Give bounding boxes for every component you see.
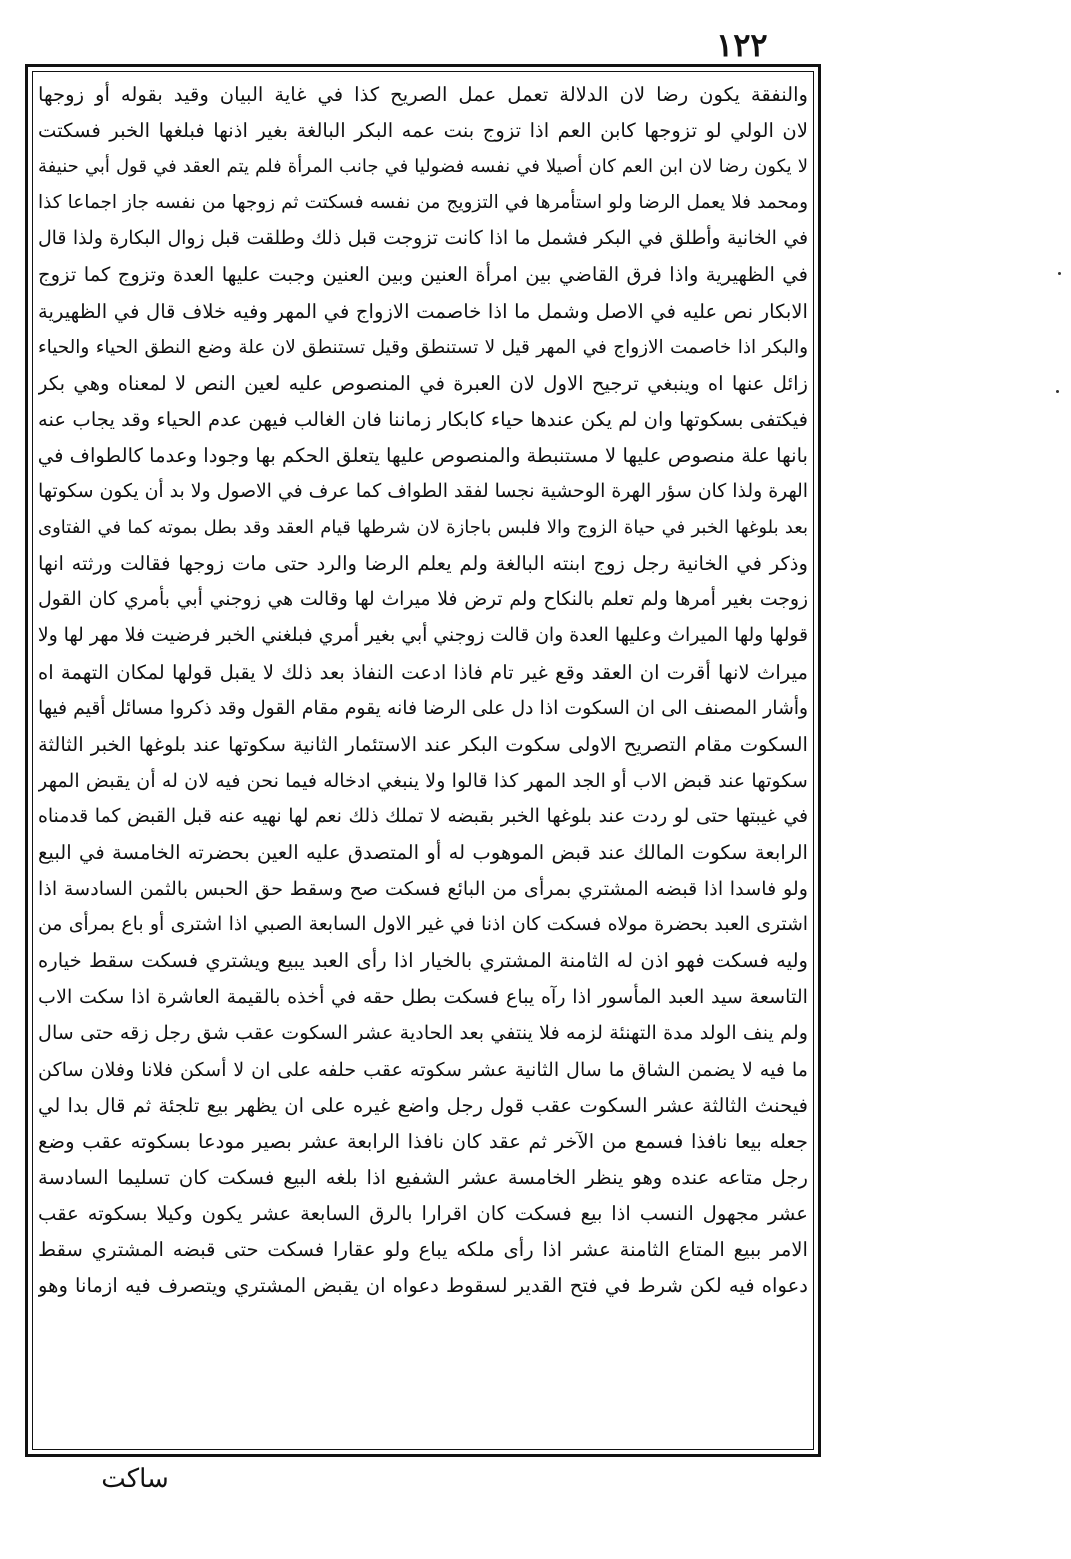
text-line: زائل عنها اه وينبغي ترجيح الاول لان العبرة في المنصوص عليه لعين النص لا لمعناه وهي بكر: [38, 371, 808, 395]
text-line: وذكر في الخانية رجل زوج ابنته البالغة ولم يعلم الرضا والرد حتى مات زوجها فقالت ورثته انها: [38, 552, 808, 576]
text-line: الهرة ولذا كان سؤر الهرة الوحشية نجسا لفقد الطواف كما عرف في الاصول ولا بد أن يكون سكوتها: [38, 481, 808, 503]
text-line: لان الولي لو تزوجها كابن العم اذا تزوج بنت عمه البكر البالغة بغير اذنها فبلغها الخبر فسكتت: [38, 119, 808, 143]
text-line: ومحمد فلا يعمل الرضا ولو استأمرها في التزويج من نفسه فسكتت ثم زوجها من نفسه جاز اجماعا كذا: [38, 192, 808, 214]
text-line: ميراث لانها أقرت ان العقد وقع غير تام فاذا ادعت النفاذ بعد ذلك لا يقبل قولها لمكان التهمة اه: [38, 660, 808, 684]
text-line: لا يكون رضا لان ابن العم كان أصيلا في نفسه فضوليا في جانب المرأة فلم يتم العقد في قول أبي حنيفة: [38, 156, 808, 178]
text-line: في الخانية وأطلق في البكر فشمل ما اذا كانت تزوجت قبل ذلك وطلقت قبل زوال البكارة ولذا قال: [38, 228, 808, 250]
text-line: في الظهيرية واذا فرق القاضي بين امرأة العنين وبين العنين وجبت عليها العدة وتزوج كما تزوج: [38, 263, 808, 287]
text-line: فيحنث الثالثة عشر السكوت عقب قول رجل واضع غيره على ان يظهر بيع تلجئة ثم قال بدا لي: [38, 1093, 808, 1117]
text-line: رجل متاعه عنده وهو ينظر الخامسة عشر الشفيع اذا بلغه البيع فسكت كان تسليما السادسة: [38, 1165, 808, 1189]
text-line: عشر مجهول النسب اذا بيع فسكت كان اقرارا بالرق السابعة عشر يكون وكيلا بسكوته عقب: [38, 1201, 808, 1225]
text-line: جعله بيعا نافذا فسمع من الآخر ثم عقد كان نافذا الرابعة عشر بصير مودعا بسكوته عقب وضع: [38, 1129, 808, 1153]
text-line: في غيبتها حتى لو ردت عند بلوغها الخبر بقبضه لا تملك ذلك نعم لها نهيه عنه قبل القبض كما قدمناه: [38, 805, 808, 827]
text-frame: [25, 64, 821, 1457]
text-line: قولها ولها الميراث وعليها العدة وان قالت زوجني أبي بغير أمري فبلغني الخبر فرضيت فلا مهر لها ولا: [38, 625, 808, 647]
text-line: دعواه فيه لكن شرط في فتح القدير لسقوط دعواه ان يقبض المشتري ويتصرف فيه ازمانا وهو: [38, 1274, 808, 1298]
text-line: التاسعة سيد العبد المأسور اذا رآه يباع فسكت بطل حقه في أخذه بالقيمة العاشرة اذا سكت الاب: [38, 985, 808, 1009]
text-body: [38, 77, 808, 1448]
text-line: والنفقة يكون رضا لان الدلالة تعمل عمل الصريح كذا في غاية البيان وقيد بقوله أو زوجها: [38, 83, 808, 106]
text-line: بانها علة منصوص عليها لا مستنبطة والمنصوص عليها يتعلق الحكم بها وجودا وعدما كالطواف في: [38, 443, 808, 467]
text-line: ما فيه لا يضمن الشاق ما سال الثانية عشر سكوته عقب حلفه على ان لا أسكن فلانا وفلان ساكن: [38, 1057, 808, 1081]
catchword: ساكت: [101, 1464, 169, 1494]
text-line: الرابعة سكوت المالك عند قبض الموهوب له أو المتصدق عليه العين بحضرته الخامسة في البيع: [38, 840, 808, 864]
page-number: ١٢٢: [716, 26, 768, 64]
text-line: بعد بلوغها الخبر في حياة الزوج والا فلبس باجازة لان شرطها قيام العقد وقد بطل بموته كما في الفتاوى: [38, 517, 808, 539]
text-line: السكوت مقام التصريح الاولى سكوت البكر عند الاستئمار الثانية سكوتها عند بلوغها الخبر الثالثة: [38, 732, 808, 756]
text-line: زوجت بغير أمرها ولم تعلم بالنكاح ولم ترض فلا ميراث لها وقالت هي زوجني أبي بأمري كان القول: [38, 589, 808, 611]
margin-speck: [1056, 390, 1059, 393]
text-line: سكوتها عند قبض الاب أو الجد المهر كذا قالوا ولا ينبغي ادخاله فيما نحن فيه لان له أن يقبض المهر: [38, 768, 808, 792]
text-line: اشترى العبد بحضرة مولاه فسكت كان اذنا في غير الاول السابعة الصبي اذا اشترى أو باع بمرأى من: [38, 914, 808, 936]
text-line: الامر ببيع المتاع الثامنة عشر اذا رأى ملكه يباع ولو عقارا فسكت حتى قبضه المشتري سقط: [38, 1238, 808, 1261]
text-line: فيكتفى بسكوتها وان لم يكن عندها حياء كابكار زماننا فان الغالب فيهن عدم الحياء وقد يجاب عنه: [38, 407, 808, 431]
text-line: وأشار المصنف الى ان السكوت اذا دل على الرضا فانه يقوم مقام القول وقد ذكروا مسائل أقيم فيها: [38, 697, 808, 719]
text-line: ولو فاسدا اذا قبضه المشتري بمرأى من البائع فسكت صح وسقط حق الحبس بالثمن السادسة اذا: [38, 877, 808, 901]
text-line: وليه فسكت فهو اذن له الثامنة المشتري بالخيار اذا رأى العبد يبيع ويشتري فسكت سقط خياره: [38, 949, 808, 973]
text-line: والبكر اذا خاصمت الازواج في المهر قيل لا تستنطق وقيل تستنطق لان علة وضع النطق الحياء والحياء: [38, 336, 808, 358]
text-line: الابكار نص عليه في الاصل وشمل ما اذا خاصمت الازواج في المهر وفيه خلاف قال في الظهيرية: [38, 299, 808, 323]
margin-speck: [1058, 272, 1061, 275]
text-line: ولم ينف الولد مدة التهنئة لزمه فلا ينتفي بعد الحادية عشر السكوت عقب شق رجل زقه حتى سال: [38, 1021, 808, 1045]
